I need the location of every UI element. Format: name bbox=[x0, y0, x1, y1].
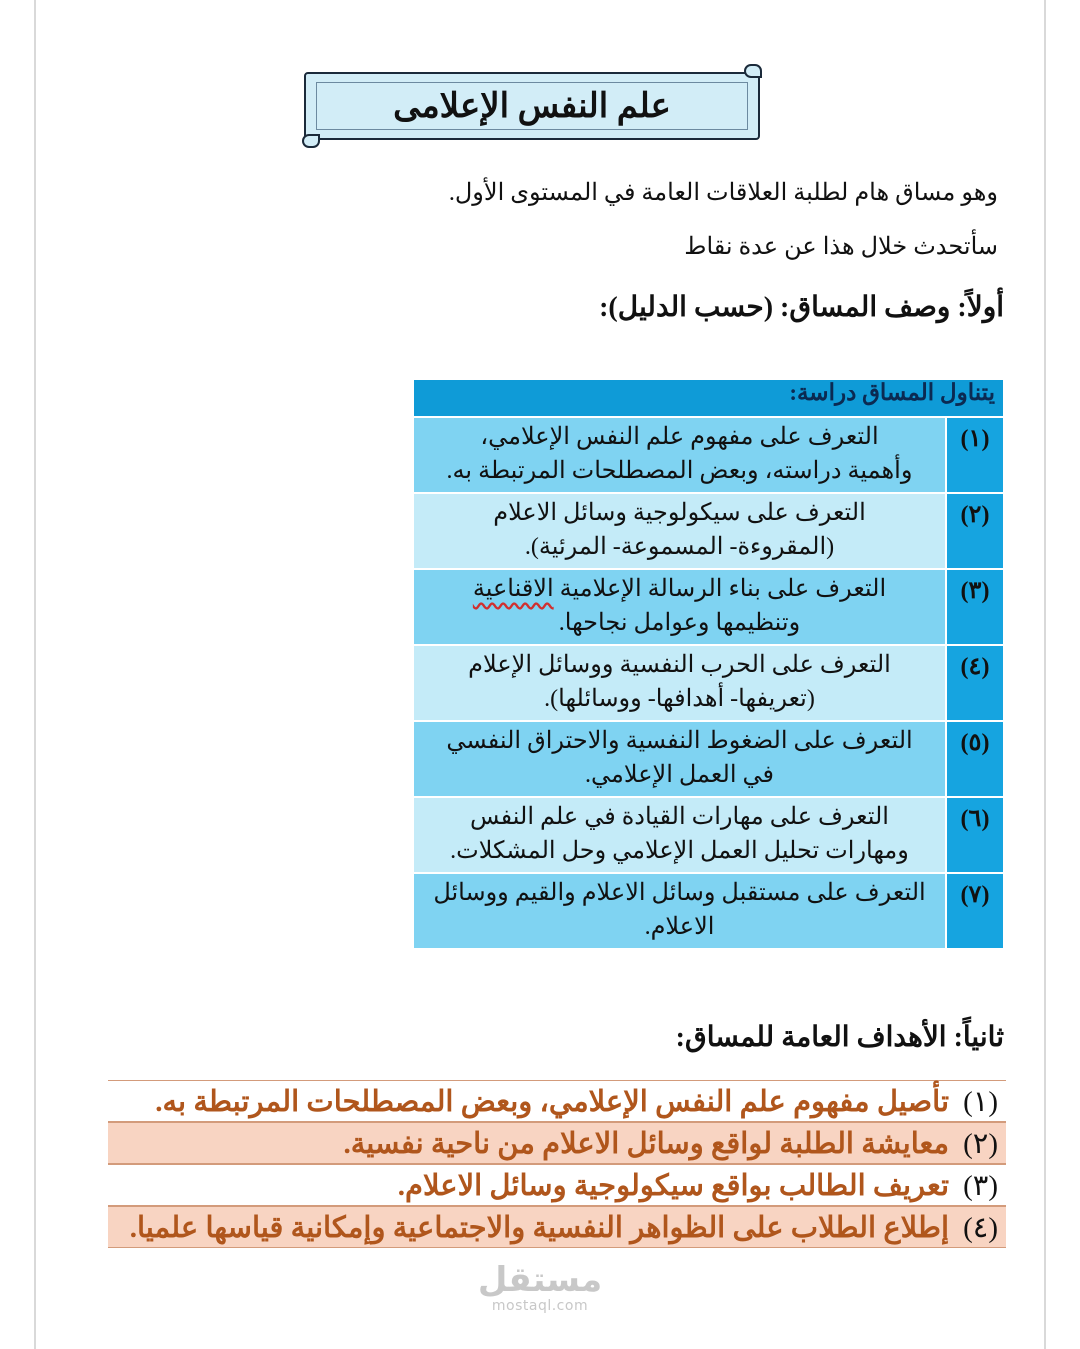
row-line-part: التعرف على بناء الرسالة الإعلامية bbox=[553, 576, 887, 602]
list-item bbox=[108, 1164, 1006, 1206]
table-row bbox=[413, 493, 1004, 569]
row-number: (٢) bbox=[946, 493, 1004, 569]
row-line bbox=[424, 572, 935, 606]
watermark bbox=[470, 1262, 610, 1314]
table-header: يتناول المساق دراسة: bbox=[413, 379, 1004, 417]
row-text bbox=[413, 797, 946, 873]
row-line: التعرف على مهارات القيادة في علم النفس bbox=[470, 804, 889, 830]
table-row bbox=[413, 569, 1004, 645]
spelling-marked-word: الاقناعية bbox=[472, 576, 554, 602]
intro-line-1: وهو مساق هام لطلبة العلاقات العامة في المستوى الأول. bbox=[448, 180, 998, 206]
row-number: (٦) bbox=[946, 797, 1004, 873]
objectives-list bbox=[108, 1080, 1006, 1248]
row-line: (المقروءة- المسموعة- المرئية). bbox=[524, 534, 835, 560]
list-item-text: تعريف الطالب بواقع سيكولوجية وسائل الاعلام. bbox=[397, 1169, 950, 1202]
row-number: (٤) bbox=[946, 645, 1004, 721]
row-line: التعرف على سيكولوجية وسائل الاعلام bbox=[493, 500, 866, 526]
watermark-logo: مستقل bbox=[477, 1260, 603, 1300]
table-row bbox=[413, 417, 1004, 493]
row-number: (٣) bbox=[946, 569, 1004, 645]
list-item-number: (١) bbox=[963, 1085, 998, 1118]
list-item-number: (٢) bbox=[963, 1127, 998, 1160]
page-edge-right bbox=[1044, 0, 1046, 1349]
row-line: في العمل الإعلامي. bbox=[585, 762, 774, 788]
row-number: (٧) bbox=[946, 873, 1004, 949]
list-item bbox=[108, 1122, 1006, 1164]
table-row bbox=[413, 873, 1004, 949]
row-text bbox=[413, 569, 946, 645]
row-line: التعرف على الضغوط النفسية والاحتراق النفسي bbox=[446, 728, 913, 754]
row-number: (٥) bbox=[946, 721, 1004, 797]
section2-heading: ثانياً: الأهداف العامة للمساق: bbox=[675, 1022, 1004, 1053]
row-line: وأهمية دراسته، وبعض المصطلحات المرتبطة به. bbox=[446, 458, 913, 484]
watermark-url: mostaql.com bbox=[491, 1298, 589, 1314]
table-row bbox=[413, 645, 1004, 721]
row-number: (١) bbox=[946, 417, 1004, 493]
row-text bbox=[413, 493, 946, 569]
list-item-text: إطلاع الطلاب على الظواهر النفسية والاجتماعية وإمكانية قياسها علميا. bbox=[129, 1211, 950, 1244]
row-text bbox=[413, 873, 946, 949]
table-row bbox=[413, 721, 1004, 797]
row-line: ومهارات تحليل العمل الإعلامي وحل المشكلات. bbox=[450, 838, 909, 864]
row-line: التعرف على الحرب النفسية ووسائل الإعلام bbox=[468, 652, 891, 678]
row-text bbox=[413, 645, 946, 721]
table-row bbox=[413, 797, 1004, 873]
page-title: علم النفس الإعلامى bbox=[393, 88, 671, 125]
list-item-number: (٣) bbox=[963, 1169, 998, 1202]
row-text bbox=[413, 417, 946, 493]
row-line: التعرف على مستقبل وسائل الاعلام والقيم ووسائل bbox=[433, 880, 926, 906]
title-banner bbox=[304, 72, 760, 140]
row-text bbox=[413, 721, 946, 797]
course-description-table bbox=[412, 378, 1005, 950]
list-item-text: تأصيل مفهوم علم النفس الإعلامي، وبعض المصطلحات المرتبطة به. bbox=[155, 1085, 950, 1118]
list-item-text: معايشة الطلبة لواقع وسائل الاعلام من ناحية نفسية. bbox=[343, 1127, 950, 1160]
list-item-number: (٤) bbox=[963, 1211, 998, 1244]
section1-heading: أولاً: وصف المساق: (حسب الدليل): bbox=[599, 292, 1004, 323]
page-edge-left bbox=[34, 0, 36, 1349]
list-item bbox=[108, 1080, 1006, 1122]
intro-line-2: سأتحدث خلال هذا عن عدة نقاط bbox=[684, 234, 998, 260]
row-line: الاعلام. bbox=[644, 914, 715, 940]
list-item bbox=[108, 1206, 1006, 1248]
row-line: التعرف على مفهوم علم النفس الإعلامي، bbox=[480, 424, 879, 450]
row-line: (تعريفها- أهدافها- ووسائلها). bbox=[544, 686, 815, 712]
row-line: وتنظيمها وعوامل نجاحها. bbox=[558, 610, 801, 636]
